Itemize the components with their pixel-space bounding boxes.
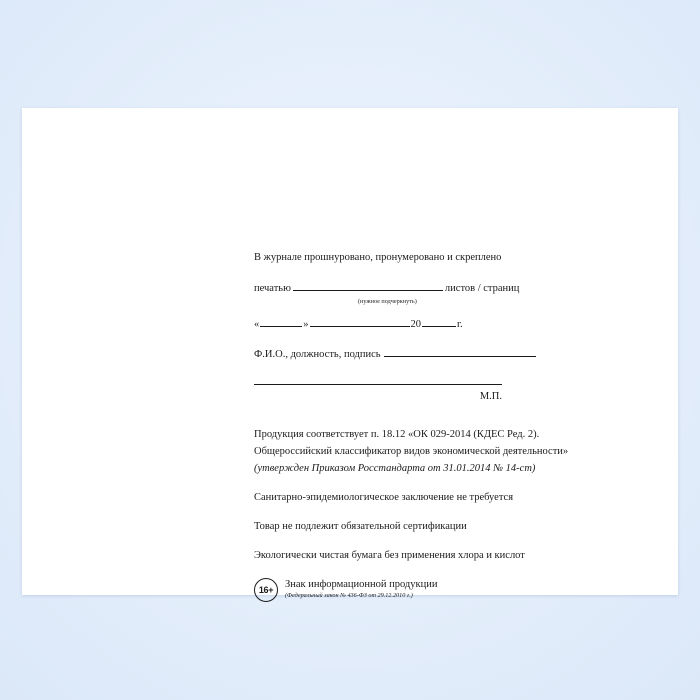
year-blank-rule [422, 315, 456, 327]
year-suffix: г. [457, 319, 463, 330]
info-mark-law: (Федеральный закон № 436-ФЗ от 29.12.2010 г.) [285, 592, 413, 599]
binding-statement: В журнале прошнуровано, пронумеровано и скреплено [254, 252, 502, 263]
paper-note: Экологически чистая бумага без применения хлора и кислот [254, 550, 525, 561]
info-mark-text [285, 579, 437, 601]
day-blank-rule [260, 315, 302, 327]
document-page [22, 108, 678, 599]
okved-line-3: (утвержден Приказом Росстандарта от 31.01.2014 № 14-ст) [254, 463, 536, 474]
seal-blank-rule [293, 279, 443, 291]
extra-blank-rule [254, 373, 502, 385]
quote-close: » [303, 319, 309, 330]
signature-label: Ф.И.О., должность, подпись [254, 349, 381, 360]
certification-note: Товар не подлежит обязательной сертификации [254, 521, 467, 532]
year-prefix: 20 [410, 319, 421, 330]
date-line [254, 315, 644, 332]
stamp-place-label: М.П. [479, 391, 502, 402]
month-blank-rule [310, 315, 410, 327]
underline-hint: (нужное подчеркнуть) [358, 298, 417, 305]
okved-line-2: Общероссийский классификатор видов экономической деятельности» [254, 446, 569, 457]
info-mark-block [254, 578, 644, 602]
signature-line [254, 345, 644, 362]
sanitary-note: Санитарно-эпидемиологическое заключение не требуется [254, 492, 514, 503]
info-mark-title: Знак информационной продукции [285, 579, 438, 590]
age-rating-icon: 16+ [254, 578, 278, 602]
seal-line [254, 279, 644, 296]
okved-line-1: Продукция соответствует п. 18.12 «ОК 029-2014 (КДЕС Ред. 2). [254, 429, 540, 440]
quote-open: « [254, 319, 260, 330]
signature-blank-rule [384, 345, 536, 357]
seal-label: печатью [254, 283, 291, 294]
document-text-block [254, 251, 644, 602]
sheets-label: листов / страниц [444, 283, 520, 294]
